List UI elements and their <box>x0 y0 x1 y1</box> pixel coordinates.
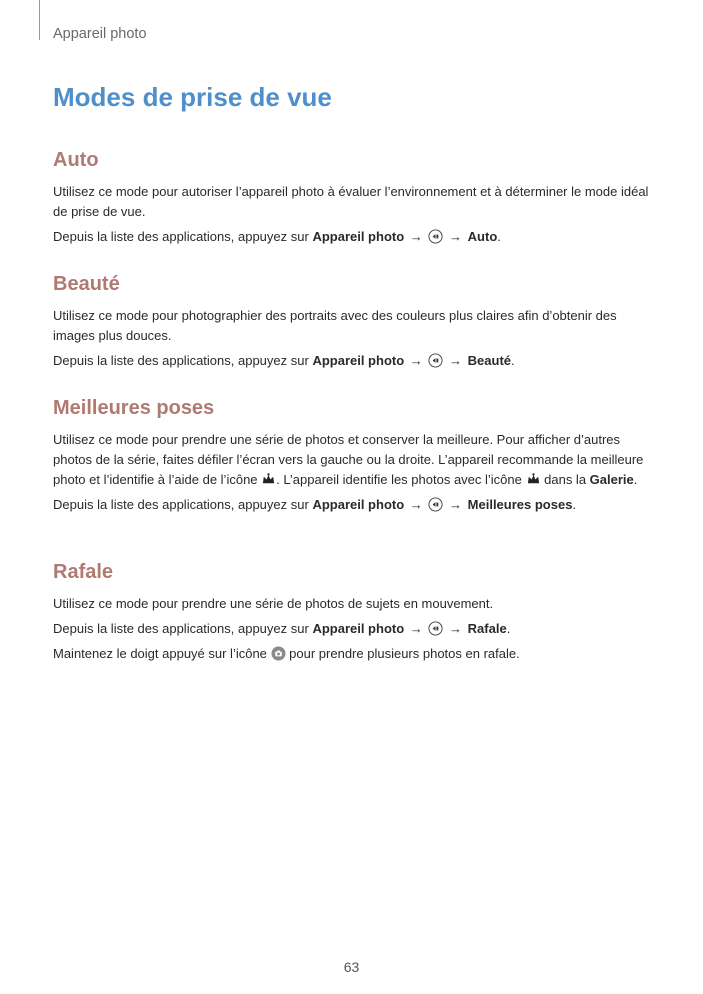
section-heading-rafale: Rafale <box>53 561 114 583</box>
instruction-beaute <box>53 351 653 371</box>
period: . <box>506 621 511 636</box>
arrow: → <box>409 497 423 512</box>
instruction-rafale <box>53 619 653 639</box>
arrow: → <box>409 229 423 244</box>
period: . <box>497 229 501 244</box>
desc-part-3: dans la <box>544 472 587 487</box>
app-name: Appareil photo <box>312 497 405 512</box>
section-desc-meilleures-poses <box>53 430 653 490</box>
galerie-label: Galerie <box>589 472 634 487</box>
arrow: → <box>449 621 463 636</box>
mode-name-auto: Auto <box>467 229 498 244</box>
app-name: Appareil photo <box>312 621 405 636</box>
arrow: → <box>449 497 463 512</box>
path-intro: Depuis la liste des applications, appuyez sur <box>53 621 309 636</box>
path-intro: Depuis la liste des applications, appuyez sur <box>53 497 309 512</box>
mode-name-rafale: Rafale <box>467 621 507 636</box>
section-desc-rafale: Utilisez ce mode pour prendre une série de photos de sujets en mouvement. <box>53 596 494 611</box>
hold-part-2: pour prendre plusieurs photos en rafale. <box>289 646 520 661</box>
hold-instruction-rafale <box>53 644 653 664</box>
section-desc-beaute: Utilisez ce mode pour photographier des portraits avec des couleurs plus claires afin d’obtenir des images plus douces. <box>53 308 617 343</box>
arrow: → <box>409 353 423 368</box>
app-name: Appareil photo <box>312 353 405 368</box>
section-heading-auto: Auto <box>53 149 99 171</box>
section-auto <box>53 147 653 252</box>
crown-icon <box>526 472 541 487</box>
page-number: 63 <box>343 959 360 975</box>
hold-part-1: Maintenez le doigt appuyé sur l’icône <box>53 646 267 661</box>
path-intro: Depuis la liste des applications, appuyez sur <box>53 353 309 368</box>
arrow: → <box>409 621 423 636</box>
section-heading-beaute: Beauté <box>53 273 120 295</box>
arrow: → <box>449 353 463 368</box>
app-name: Appareil photo <box>312 229 405 244</box>
section-beaute <box>53 271 653 376</box>
header-label: Appareil photo <box>53 26 147 42</box>
mode-name-meilleures-poses: Meilleures poses <box>467 497 573 512</box>
crown-icon <box>261 472 276 487</box>
section-desc-auto: Utilisez ce mode pour autoriser l’appareil photo à évaluer l’environnement et à déterminer le mode idéal de prise de vue. <box>53 184 649 219</box>
camera-shutter-icon <box>271 646 286 661</box>
camera-mode-icon <box>428 353 443 368</box>
arrow: → <box>449 229 463 244</box>
camera-mode-icon <box>428 229 443 244</box>
instruction-auto <box>53 227 653 247</box>
period: . <box>572 497 577 512</box>
desc-part-2: . L’appareil identifie les photos avec l’icône <box>276 472 522 487</box>
period: . <box>511 353 515 368</box>
section-heading-meilleures-poses: Meilleures poses <box>53 397 215 419</box>
side-rule <box>39 0 40 40</box>
path-intro: Depuis la liste des applications, appuyez sur <box>53 229 309 244</box>
mode-name-beaute: Beauté <box>467 353 512 368</box>
camera-mode-icon <box>428 621 443 636</box>
section-meilleures-poses <box>53 395 653 520</box>
section-rafale <box>53 559 653 669</box>
page-title: Modes de prise de vue <box>53 82 332 112</box>
period: . <box>633 472 638 487</box>
instruction-meilleures-poses <box>53 495 653 515</box>
desc-part-1: Utilisez ce mode pour prendre une série de photos et conserver la meilleure. Pour afficher d’autres photos de la série, faites défiler l’écran vers la gauche ou la droite. L’appareil recommande la meilleure photo et l’identifie à l’aide de l’icône <box>53 432 644 487</box>
camera-mode-icon <box>428 497 443 512</box>
